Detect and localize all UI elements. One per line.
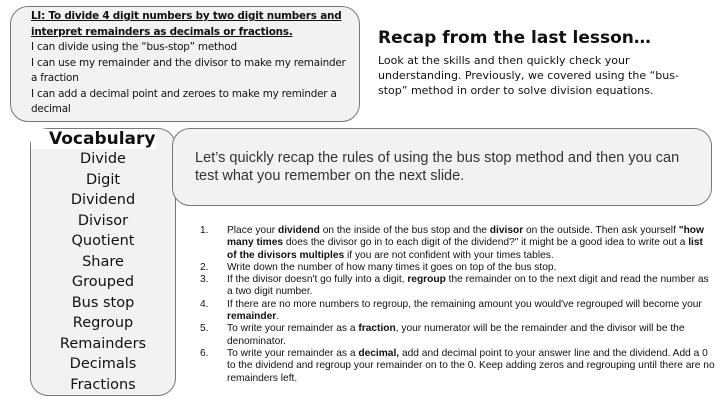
step-text-part: on the inside of the bus stop and the <box>319 225 490 236</box>
step-keyword: remainder <box>227 311 277 323</box>
vocabulary-word: Digit <box>85 171 121 188</box>
vocabulary-box <box>30 128 176 396</box>
step-number: 2. <box>200 261 209 273</box>
objective-title: LI: To divide 4 digit numbers by two digit numbers and <box>31 10 342 22</box>
step-keyword: regroup <box>407 274 446 286</box>
vocabulary-word: Grouped <box>71 274 135 290</box>
step-item <box>200 299 715 324</box>
vocabulary-title: Vocabulary <box>31 129 156 149</box>
success-criterion: I can divide using the “bus-stop” method <box>31 41 237 53</box>
step-text <box>227 274 715 299</box>
step-text-part: Write down the number of how many times it goes on top of the bus stop. <box>227 261 557 273</box>
step-text <box>227 323 715 348</box>
step-text-part: does the divisor go in to each digit of the dividend?" it might be a good idea to write out a <box>283 237 689 249</box>
step-text-part: To write your remainder as a <box>227 323 359 335</box>
step-text <box>227 299 715 324</box>
vocabulary-word: Share <box>82 253 124 270</box>
vocabulary-word: Dividend <box>70 192 136 208</box>
step-number: 4. <box>200 298 209 310</box>
step-text <box>227 348 715 385</box>
step-text <box>227 225 715 262</box>
step-number: 6. <box>200 347 209 359</box>
step-text-part: Place your <box>227 225 278 236</box>
success-criterion: I can use my remainder and the divisor to make my remainder a fraction <box>31 56 346 84</box>
steps-list <box>200 225 715 385</box>
step-item <box>200 225 715 262</box>
learning-intention-box <box>10 6 360 122</box>
step-text-part: add and decimal point to your answer line and the dividend. Add a 0 to the dividend and regroup your remainder on to the 0. Keep adding zeros and regrouping until there are no remainders left. <box>227 347 715 384</box>
step-text-part: If the divisor doesn't go fully into a digit, <box>227 274 408 286</box>
vocabulary-word: Regroup <box>72 315 134 331</box>
step-keyword: decimal, <box>358 347 400 359</box>
vocabulary-word: Bus stop <box>71 294 135 311</box>
step-keyword: fraction <box>358 323 396 335</box>
step-number: 5. <box>200 323 209 335</box>
vocabulary-word: Decimals <box>69 356 137 372</box>
vocabulary-word: Remainders <box>59 335 147 352</box>
recap-text: Look at the skills and then quickly check your understanding. Previously, we covered using the “bus-stop” method in order to solve division equations. <box>378 54 679 97</box>
step-item <box>200 348 715 385</box>
vocabulary-word: Divide <box>80 151 126 167</box>
step-text <box>227 262 556 274</box>
vocabulary-word: Divisor <box>77 212 129 229</box>
step-text-part: if you are not confident with your times tables. <box>344 249 554 261</box>
step-text-part: on the outside. Then ask yourself <box>523 225 679 236</box>
step-text-part: If there are no more numbers to regroup, the remaining amount you would've regrouped will become your <box>227 298 702 310</box>
step-item <box>200 262 715 274</box>
recap-intro-box <box>172 128 712 206</box>
step-keyword: list of the divisors multiples <box>227 237 703 261</box>
success-criterion: I can add a decimal point and zeroes to make my reminder a decimal <box>31 87 337 115</box>
step-number: 3. <box>200 274 209 286</box>
objective-title-2: interpret remainders as decimals or fractions. <box>31 25 293 38</box>
step-text-part: To write your remainder as a <box>227 347 359 359</box>
step-item <box>200 274 715 299</box>
step-item <box>200 323 715 348</box>
step-keyword: "how many times <box>227 225 704 249</box>
recap-intro: Let’s quickly recap the rules of using the bus stop method and then you can test what you remember on the next slide. <box>195 150 680 184</box>
vocabulary-word: Quotient <box>71 233 135 249</box>
step-keyword: divisor <box>489 225 524 236</box>
step-text-part: . <box>276 311 280 323</box>
vocabulary-word: Fractions <box>70 376 136 393</box>
step-text-part: , your numerator will be the remainder and the divisor will be the denominator. <box>227 323 685 347</box>
recap-title: Recap from the last lesson… <box>378 28 651 48</box>
step-number: 1. <box>200 225 209 236</box>
step-keyword: dividend <box>277 225 320 236</box>
step-text-part: the remainder on to the next digit and read the number as a two digit number. <box>227 274 709 298</box>
